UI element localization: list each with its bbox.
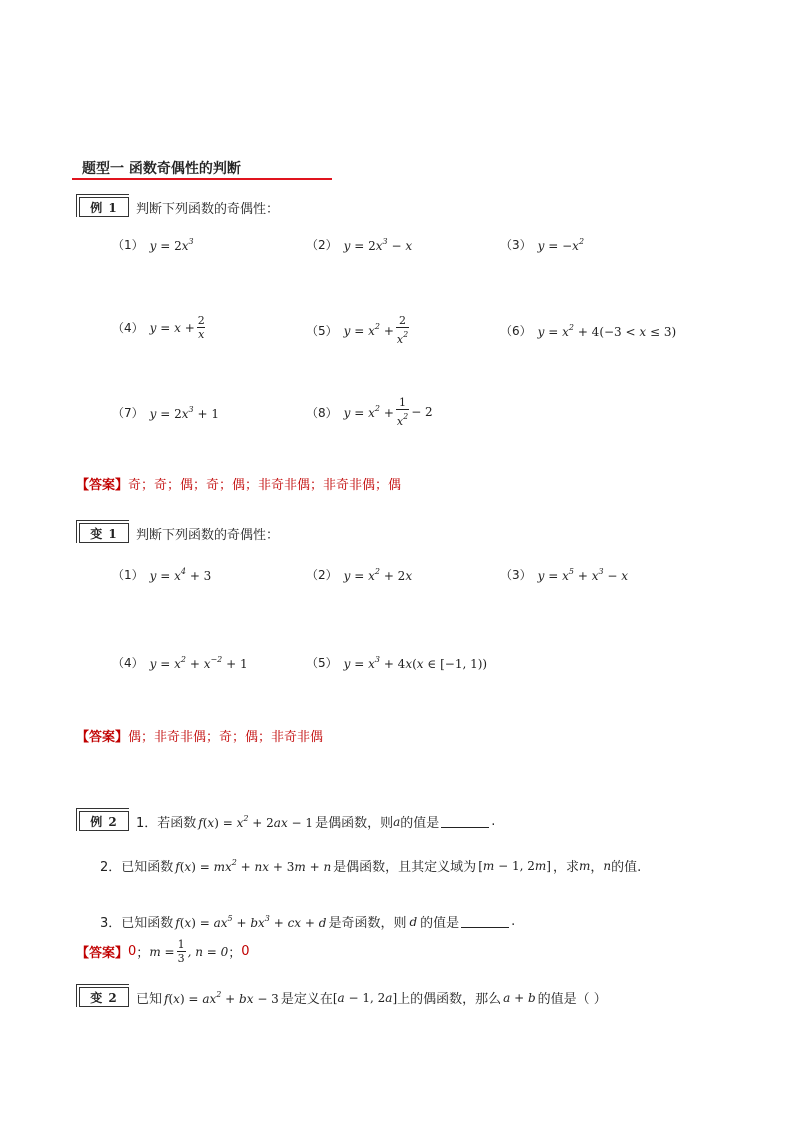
example2-answer: 【答案】 0 ； m = $\frac{1}{3}$ , n = 0 ； 0 — [76, 938, 250, 965]
example1-label: 例 1 — [90, 200, 118, 215]
example2-question-1: 1．若函数 $f(x) = x^2 + 2ax - 1$ 是偶函数，则 a 的值是 . — [136, 813, 496, 831]
variant1-item-5: （5） $y = x^3 + 4x(x$ ∈ [−1, 1)) — [306, 654, 488, 671]
variant1-label: 变 1 — [90, 526, 118, 541]
example1-item-5: （5） $y = x^2$ + $\frac{2}{x^2}$ — [306, 314, 409, 346]
variant1-item-2: （2） $y = x^2 + 2x$ — [306, 566, 413, 583]
example1-item-7: （7） $y = 2x^3 + 1$ — [112, 404, 219, 421]
example1-item-6: （6） $y = x^2 + 4(-3 < x \le 3)$ — [500, 322, 677, 339]
variant1-item-4: （4） $y = x^2 + x^{-2} + 1$ — [112, 654, 248, 671]
example1-item-3: （3） $y = -x^2$ — [500, 236, 585, 253]
variant2-label-box — [76, 984, 128, 1006]
example2-label-box — [76, 808, 128, 830]
variant1-answer: 【答案】偶；非奇非偶；奇；偶；非奇非偶 — [76, 730, 324, 745]
variant2-question: 已知 $f(x) = ax^2$ + bx − 3 是定义在 [a − 1, 2a] 上的偶函数，那么 a + b 的值是（ ） — [136, 989, 607, 1007]
variant1-label-box — [76, 520, 128, 542]
example1-item-1: （1） $y = 2x^3$ — [112, 236, 194, 253]
example1-item-4: （4） y = x + $\frac{2}{x}$ — [112, 314, 205, 341]
example2-question-2: 2．已知函数 $f(x) = mx^2$ + nx + 3m + n 是偶函数，且其定义域为 [m − 1, 2m] ，求 m ， n 的值. — [100, 857, 642, 875]
example2-label: 例 2 — [90, 814, 118, 829]
example1-item-2: （2） $y = 2x^3 - x$ — [306, 236, 413, 253]
title-underline — [72, 178, 332, 180]
example1-prompt: 判断下列函数的奇偶性： — [136, 202, 280, 217]
section-title: 题型一 函数奇偶性的判断 — [82, 161, 241, 177]
example1-label-box — [76, 194, 128, 216]
variant1-item-3: （3） $y = x^5 + x^3 - x$ — [500, 566, 629, 583]
answer-blank-1 — [441, 815, 489, 828]
variant1-prompt: 判断下列函数的奇偶性： — [136, 528, 280, 543]
example1-answer: 【答案】奇；奇；偶；奇；偶；非奇非偶；非奇非偶；偶 — [76, 478, 402, 493]
variant2-label: 变 2 — [90, 990, 118, 1005]
variant1-item-1: （1） $y = x^4 + 3$ — [112, 566, 212, 583]
answer-blank-3 — [461, 915, 509, 928]
example2-question-3: 3．已知函数 $f(x) = ax^5 + bx^3$ + cx + d 是奇函数，则 d 的值是 . — [100, 913, 516, 931]
example1-item-8: （8） $y = x^2$ + $\frac{1}{x^2}$ − 2 — [306, 396, 433, 428]
